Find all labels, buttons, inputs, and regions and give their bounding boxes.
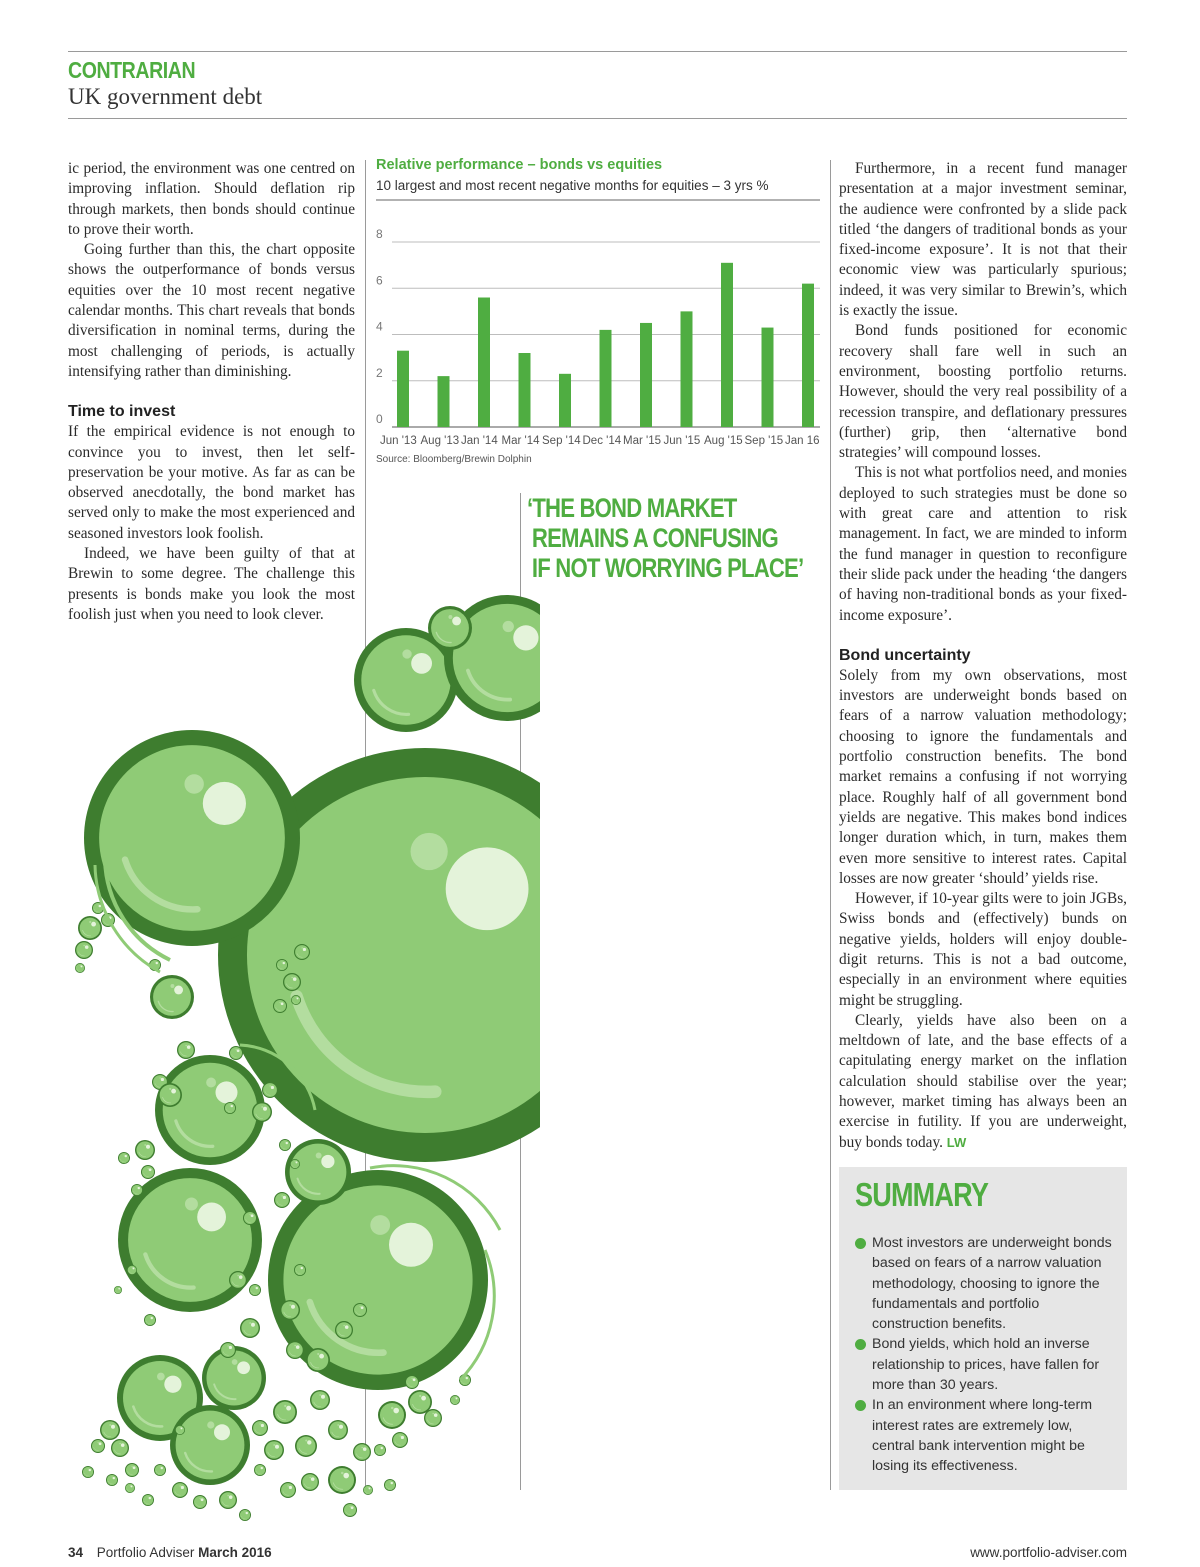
bubble: [268, 1170, 488, 1390]
y-tick-label: 0: [376, 412, 383, 426]
bubble: [219, 1491, 237, 1509]
chart-subtitle: 10 largest and most recent negative months for equities – 3 yrs %: [376, 178, 769, 193]
bubble: [306, 1348, 330, 1372]
bullet-dot-icon: [855, 1400, 866, 1411]
y-tick-label: 8: [376, 227, 383, 241]
header-rule: [68, 118, 1127, 119]
x-tick-label: Jun '15: [663, 435, 701, 447]
x-tick-label: Jan '14: [461, 435, 498, 447]
bubble: [252, 1102, 272, 1122]
body-paragraph: Indeed, we have been guilty of that at Brewin to some degree. The challenge this presents is bonds make you look the most foolish just when you need to look clever.: [68, 545, 355, 623]
chart-bar: [681, 311, 693, 427]
bubble: [239, 1509, 251, 1521]
bubble: [220, 1342, 236, 1358]
bubble: [142, 1494, 154, 1506]
bubble: [131, 1184, 143, 1196]
bubble: [170, 1405, 250, 1485]
pull-quote-line: ‘THE BOND MARKET: [527, 493, 737, 523]
summary-item: [855, 1233, 1117, 1334]
bubble: [283, 973, 301, 991]
chart-bar: [397, 351, 409, 427]
body-paragraph: [839, 1011, 1127, 1153]
y-tick-label: 6: [376, 273, 383, 288]
summary-item: [855, 1395, 1117, 1476]
body-paragraph: Furthermore, in a recent fund manager presentation at a major investment seminar, the audience were confronted by a slide pack titled ‘the dangers of traditional bonds as your fixed-income exposure’. It is not that their economic view was particularly spurious; indeed, it was very similar to Brewin’s, which is exactly the issue.: [839, 160, 1127, 320]
bubble: [294, 944, 310, 960]
bubble: [111, 1439, 129, 1457]
bubble: [301, 1473, 319, 1491]
bubble: [276, 959, 288, 971]
x-tick-label: Mar '15: [623, 435, 661, 447]
bubble: [127, 1265, 137, 1275]
chart-bar: [640, 323, 652, 427]
bubble: [118, 1152, 130, 1164]
column-divider-right: [830, 160, 831, 1490]
bubble: [310, 1390, 330, 1410]
x-tick-label: Sep '15: [744, 435, 784, 447]
bullet-dot-icon: [855, 1238, 866, 1249]
page-number: 34: [68, 1545, 84, 1560]
body-paragraph: Bond funds positioned for economic recovery shall fare well in such an environment, boosting portfolio returns. However, should the very real possibility of a recession transpire, and deflationary pressures (further) grip, then ‘alternative bond strategies’ will compound losses.: [839, 322, 1127, 462]
left-column: [68, 159, 355, 625]
bubble: [224, 1102, 236, 1114]
bubble: [424, 1409, 442, 1427]
bubble: [428, 606, 472, 650]
x-tick-label: Aug '15: [704, 435, 743, 447]
x-tick-label: Dec '14: [582, 435, 622, 447]
chart-bar: [438, 376, 450, 427]
bubble: [264, 1440, 284, 1460]
pull-quote-line: IF NOT WORRYING PLACE’: [531, 553, 804, 583]
chart-bar: [559, 374, 571, 427]
body-text: Clearly, yields have also been on a meltdown of late, and the base effects of a capitulating energy market on the inflation calculation should stabilise over the year; however, market timing has always been an exercise in futility. If you are underweight, buy bonds today.: [839, 1011, 1127, 1151]
issue-date: March 2016: [198, 1545, 272, 1560]
bubble: [392, 1432, 408, 1448]
bubble: [343, 1503, 357, 1517]
bubble: [328, 1420, 348, 1440]
bubble: [125, 1463, 139, 1477]
bubble: [450, 1395, 460, 1405]
pull-quote-line: REMAINS A CONFUSING: [531, 523, 778, 553]
bubble: [177, 1041, 195, 1059]
bubble: [378, 1401, 406, 1429]
section-kicker: CONTRARIAN: [68, 57, 196, 83]
bubble: [106, 1474, 118, 1486]
x-tick-label: Mar '14: [501, 435, 540, 447]
bubble: [243, 1211, 257, 1225]
bubble: [82, 1466, 94, 1478]
bubble: [144, 1314, 156, 1326]
body-paragraph: Solely from my own observations, most investors are underweight bonds based on fears of a narrow valuation methodology; choosing to ignore the fundamentals and portfolio construction benefits. The bond market remains a confusing if not worrying place. Roughly half of all government bond yields are negative. This makes bond indices longer duration which, in turn, makes them even more sensitive to interest rates. Capital losses are now greater ‘should’ yields rise.: [839, 666, 1127, 887]
bubble: [75, 941, 93, 959]
bubble: [335, 1321, 353, 1339]
chart-bar: [721, 263, 733, 427]
section-title: UK government debt: [68, 84, 263, 109]
subheading-bond-uncertainty: Bond uncertainty: [839, 646, 971, 664]
bubble: [155, 1055, 265, 1165]
bubble: [100, 1420, 120, 1440]
body-paragraph: However, if 10-year gilts were to join JGBs, Swiss bonds and (effectively) bunds on negative yields, holders will enjoy double-digit returns. This is not a bad outcome, especially in an environment where equities might be struggling.: [839, 890, 1127, 1009]
bubble: [75, 963, 85, 973]
bubble: [240, 1318, 260, 1338]
bubble: [154, 1464, 166, 1476]
bubble: [374, 1444, 386, 1456]
summary-list: [855, 1233, 1117, 1477]
bubble: [274, 1192, 290, 1208]
bubble: [114, 1286, 122, 1294]
x-tick-label: Sep '14: [542, 435, 581, 447]
bubble: [363, 1485, 373, 1495]
bubble: [294, 1264, 306, 1276]
right-column: [839, 159, 1127, 1153]
bubble: [273, 999, 287, 1013]
bubble: [290, 1159, 300, 1169]
bubble: [135, 1140, 155, 1160]
bubble: [84, 730, 300, 946]
bubble: [141, 1165, 155, 1179]
bubble: [285, 1139, 351, 1205]
bubble: [202, 1346, 266, 1410]
bubble: [175, 1425, 185, 1435]
x-tick-label: Jun '13: [380, 435, 417, 447]
bubble: [254, 1464, 266, 1476]
body-paragraph: This is not what portfolios need, and monies deployed to such strategies must be done so with great care and attention to risk management. In fact, we are minded to inform the fund manager in question to reconfigure their slide pack under the heading ‘the dangers of having non-traditional bonds as your fixed-income exposure’.: [839, 464, 1127, 624]
chart-title: Relative performance – bonds vs equities: [376, 157, 663, 173]
bubble: [125, 1483, 135, 1493]
bubble: [229, 1271, 247, 1289]
chart-bar: [600, 330, 612, 427]
bubble: [150, 975, 194, 1019]
bubble: [262, 1082, 278, 1098]
chart-bar: [762, 328, 774, 427]
x-tick-label: Aug '13: [420, 435, 460, 447]
summary-title: SUMMARY: [855, 1176, 989, 1213]
body-paragraph: Going further than this, the chart opposite shows the outperformance of bonds versus equities over the 10 most recent negative calendar months. This chart reveals that bonds diversification in nominal terms, during the most challenging of periods, is actually intensifying rather than diminishing.: [68, 241, 355, 380]
bubble: [405, 1375, 419, 1389]
bar-chart: [370, 198, 822, 456]
chart-bar: [802, 284, 814, 427]
y-tick-label: 4: [376, 319, 383, 334]
bubble: [384, 1479, 396, 1491]
y-tick-label: 2: [376, 365, 383, 380]
footer-left: [68, 1545, 272, 1560]
bubble: [286, 1341, 304, 1359]
subheading-time-to-invest: Time to invest: [68, 403, 176, 421]
chart-bar: [519, 353, 531, 427]
publication-name: Portfolio Adviser: [96, 1545, 195, 1560]
bubble: [353, 1443, 371, 1461]
x-tick-label: Jan 16: [785, 435, 820, 447]
bubble: [252, 1420, 268, 1436]
bubble: [280, 1482, 296, 1498]
bubble: [279, 1139, 291, 1151]
summary-item-text: Bond yields, which hold an inverse relationship to prices, have fallen for more than 30 years.: [872, 1336, 1100, 1394]
bubble: [158, 1083, 182, 1107]
bubble: [280, 1300, 300, 1320]
pull-quote: [527, 493, 806, 583]
summary-item-text: Most investors are underweight bonds based on fears of a narrow valuation methodology, choosing to ignore the fundamentals and portfolio construction benefits.: [872, 1235, 1112, 1333]
summary-item: [855, 1334, 1117, 1395]
bubble: [193, 1495, 207, 1509]
bubble: [291, 995, 301, 1005]
bullet-dot-icon: [855, 1339, 866, 1350]
bubble: [172, 1482, 188, 1498]
bubble: [229, 1046, 243, 1060]
bubble: [328, 1466, 356, 1494]
bubble: [353, 1303, 367, 1317]
bubbles-illustration: [60, 590, 540, 1530]
chart-bar: [478, 298, 490, 428]
author-initials: LW: [946, 1134, 967, 1150]
website-url: www.portfolio-adviser.com: [970, 1545, 1127, 1560]
body-paragraph: ic period, the environment was one centred on improving inflation. Should deflation rip through markets, then bonds should continue to prove their worth.: [68, 160, 355, 238]
bubble: [249, 1284, 261, 1296]
bubble: [78, 916, 102, 940]
top-rule: [68, 51, 1127, 52]
bubble: [273, 1400, 297, 1424]
summary-item-text: In an environment where long-term interest rates are extremely low, central bank intervention might be losing its effectiveness.: [872, 1397, 1093, 1475]
chart-source: Source: Bloomberg/Brewin Dolphin: [376, 454, 532, 465]
bubble: [295, 1435, 317, 1457]
bubble: [91, 1439, 105, 1453]
body-paragraph: If the empirical evidence is not enough to convince you to invest, then let self-preservation be your motive. As far as can be observed anecdotally, the bond market has served only to make the most experienced and seasoned investors look foolish.: [68, 423, 355, 542]
